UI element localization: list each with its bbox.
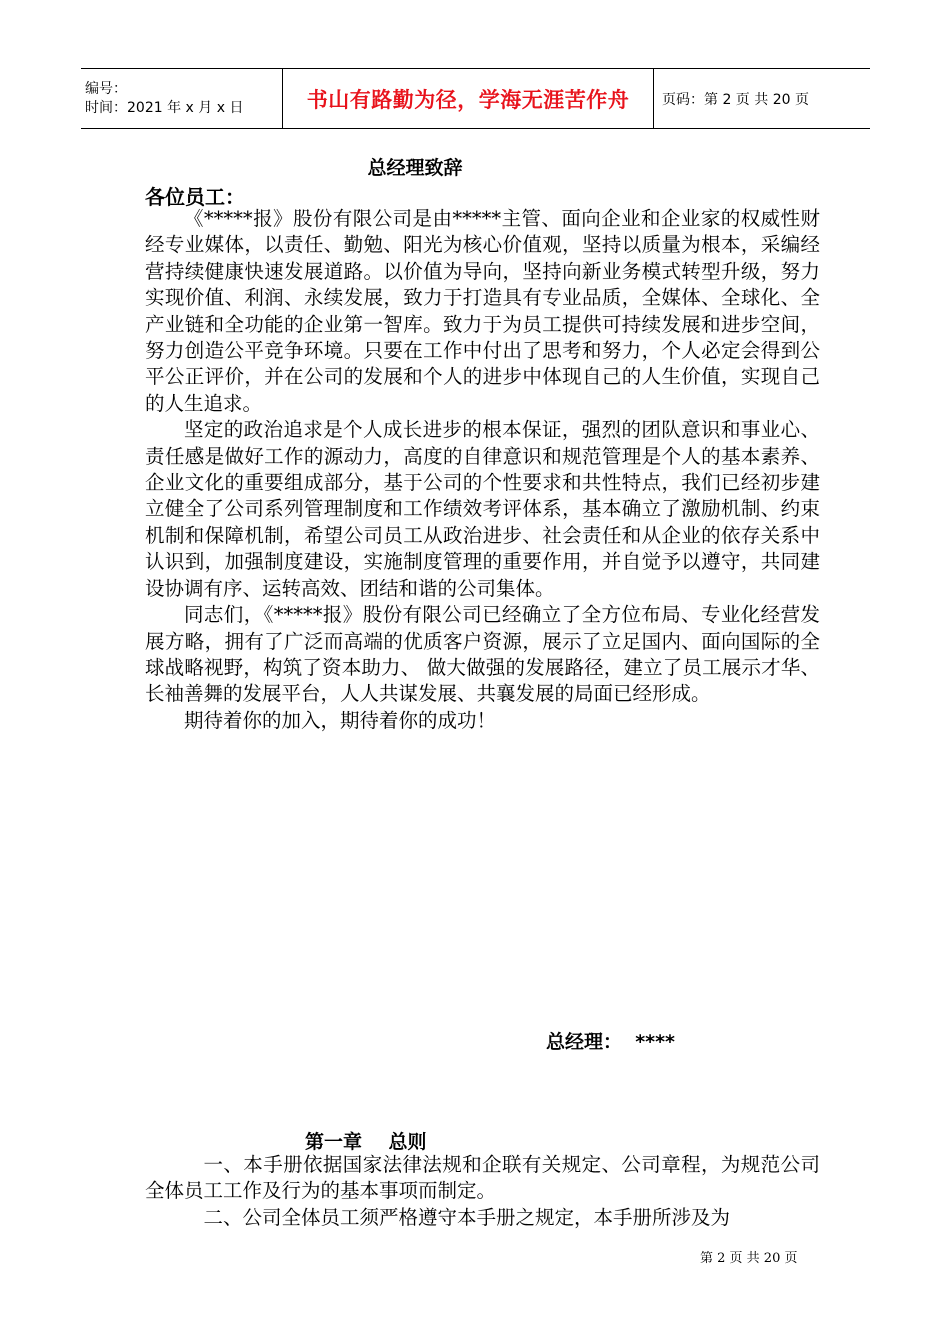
chapter-heading: 第一章 总则	[305, 1131, 427, 1153]
chapter-paragraph: 二、公司全体员工须严格遵守本手册之规定，本手册所涉及为	[203, 1205, 731, 1229]
page-footer: 第 2 页 共 20 页	[700, 1251, 798, 1266]
speech-title: 总经理致辞	[367, 157, 463, 179]
header-motto: 书山有路勤为径，学海无涯苦作舟	[306, 87, 630, 112]
speech-paragraph: 同志们，《*****报》股份有限公司已经确立了全方位布局、专业化经营发展方略，拥有了广泛而高端的优质客户资源，展示了立足国内、面向国际的全球战略视野，构筑了资本助力、 做大做强的发展路径，建立了员工展示才华、长袖善舞的发展平台，人人共谋发展、共襄发展的局面已经形成。	[145, 603, 820, 706]
document-number-label: 编号：	[85, 80, 127, 97]
header-meta	[81, 69, 282, 128]
header-page-number: 页码：第 2 页 共 20 页	[662, 91, 809, 108]
speech-salutation: 各位员工：	[145, 185, 245, 209]
chapter-paragraph: 一、本手册依据国家法律法规和企联有关规定、公司章程，为规范公司全体员工工作及行为的基本事项而制定。	[145, 1153, 820, 1203]
speech-signature: 总经理： ****	[546, 1031, 675, 1053]
speech-paragraph: 《*****报》股份有限公司是由*****主管、面向企业和企业家的权威性财经专业媒体，以责任、勤勉、阳光为核心价值观，坚持以质量为根本，采编经营持续健康快速发展道路。以价值为导向，坚持向新业务模式转型升级，努力实现价值、利润、永续发展，致力于打造具有专业品质，全媒体、全球化、全产业链和全功能的企业第一智库。致力于为员工提供可持续发展和进步空间，努力创造公平竞争环境。只要在工作中付出了思考和努力，个人必定会得到公平公正评价，并在公司的发展和个人的进步中体现自己的人生价值，实现自己的人生追求。	[145, 207, 820, 415]
chapter-body	[145, 1152, 820, 1231]
speech-body	[145, 206, 820, 734]
header-page-cell	[654, 69, 870, 128]
document-date-label: 时间：2021 年 x 月 x 日	[85, 99, 244, 116]
page-header	[81, 68, 870, 129]
speech-paragraph: 坚定的政治追求是个人成长进步的根本保证，强烈的团队意识和事业心、责任感是做好工作的源动力，高度的自律意识和规范管理是个人的基本素养、企业文化的重要组成部分，基于公司的个性要求和共性特点，我们已经初步建立健全了公司系列管理制度和工作绩效考评体系，基本确立了激励机制、约束机制和保障机制，希望公司员工从政治进步、社会责任和从企业的依存关系中认识到，加强制度建设，实施制度管理的重要作用，并自觉予以遵守，共同建设协调有序、运转高效、团结和谐的公司集体。	[145, 418, 820, 600]
header-motto-cell	[282, 69, 654, 128]
speech-paragraph: 期待着你的加入，期待着你的成功！	[184, 708, 497, 732]
